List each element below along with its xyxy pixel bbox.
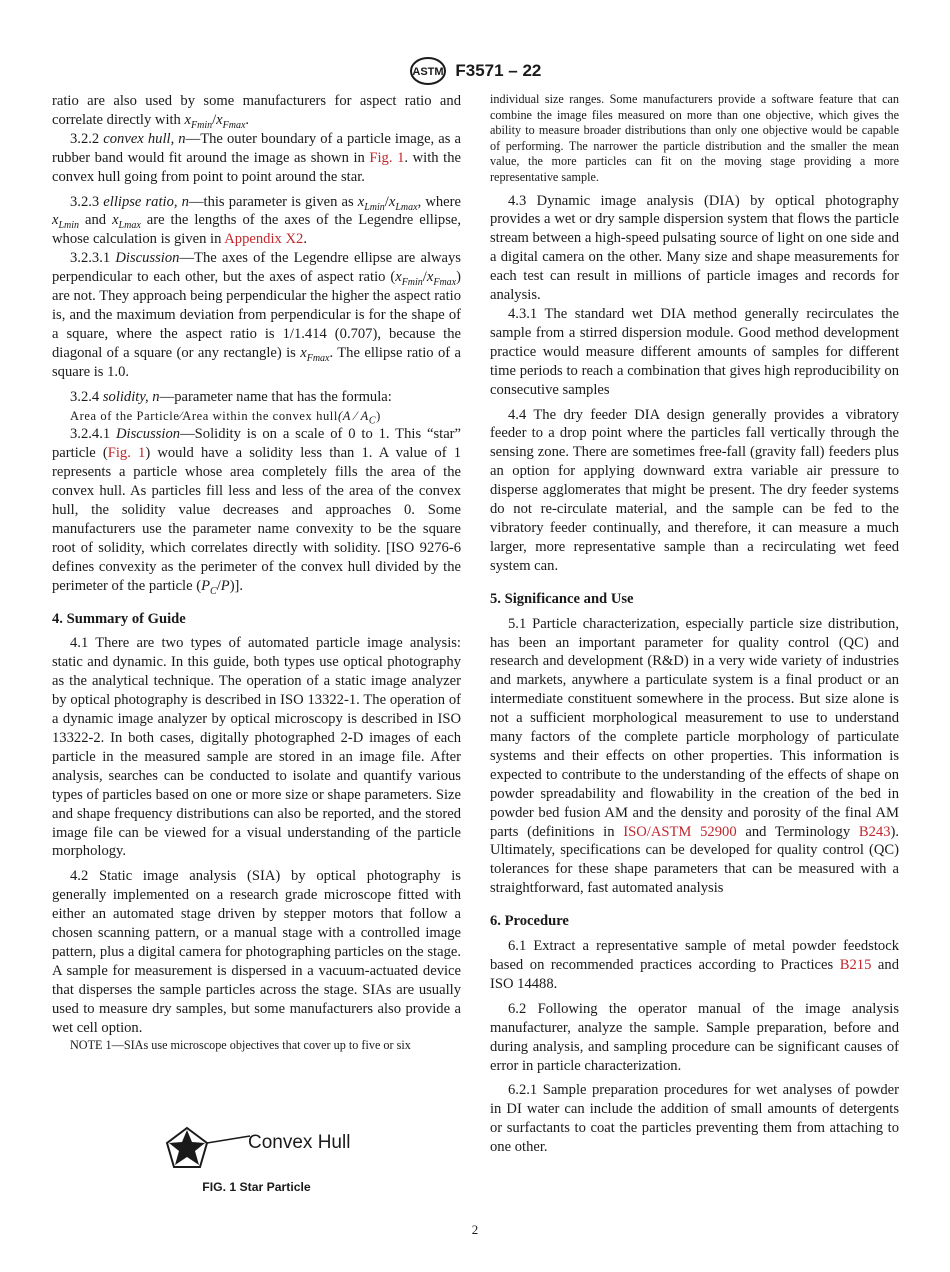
figure-1 xyxy=(52,1124,461,1204)
figure-caption: FIG. 1 Star Particle xyxy=(202,1180,311,1194)
paragraph-6-2: 6.2 Following the operator manual of the image analysis manufacturer, analyze the sample. Sample preparation, before and during analysis, and sampling procedure can be significant causes of error in particle characterization. xyxy=(490,1000,899,1074)
document-designation: F3571 – 22 xyxy=(455,61,542,80)
astm-logo-icon xyxy=(409,56,447,86)
convex-hull-label: Convex Hull xyxy=(248,1132,351,1153)
paragraph-3-2-4-1: 3.2.4.1 Discussion—Solidity is on a scale of 0 to 1. This “star” particle (Fig. 1) would have a solidity less than 1. A value of 1 represents a particle whose area completely fills the area of the convex hull. As particles fill less and less of the area of the convex hull, the solidity value decreases and approaches 0. Some manufacturers use the parameter name convexity to be the square root of solidity, which correlates directly with solidity. [ISO 9276-6 defines convexity as the perimeter of the convex hull divided by the perimeter of the particle $(P_C/P)$]. xyxy=(52,426,462,597)
section-6-heading: 6. Procedure xyxy=(490,913,569,930)
paragraph-6-2-1: 6.2.1 Sample preparation procedures for wet analyses of powder in DI water can include the addition of small amounts of detergents or surfactants to coat the particles preventing them from attaching to one other. xyxy=(490,1082,899,1156)
page-number: 2 xyxy=(471,1222,479,1237)
paragraph-4-4: 4.4 The dry feeder DIA design generally provides a vibratory feeder to a drop point where the particles fall vertically through the sensing zone. There are sometimes free-fall (gravity fall) feeders plus an option for applying downward extra variable air pressure to disperse agglomerates that might be present. The dry feeder systems do not re-circulate material, and the sample can be fed to the vibratory feeder continually, and therefore, it can measure a much larger, more representative sample than a recirculating wet feed system can. xyxy=(490,406,899,574)
fig-1-link-2[interactable]: Fig. 1 xyxy=(107,445,146,462)
right-column xyxy=(490,92,899,1157)
paragraph-3-2-2: 3.2.2 convex hull, n—The outer boundary of a particle image, as a rubber band would fit around the image as shown in Fig. 1. with the convex hull going from point to point around the star. xyxy=(52,130,461,185)
section-4-heading: 4. Summary of Guide xyxy=(52,610,186,627)
svg-text:ASTM: ASTM xyxy=(412,66,444,78)
appendix-x2-link[interactable]: Appendix X2 xyxy=(224,231,304,248)
section-5-heading: 5. Significance and Use xyxy=(490,590,634,607)
paragraph-3-2-3: 3.2.3 ellipse ratio, n—this parameter is given as $x_{Lmin}/x_{Lmax}$, where $x_{Lmin}$ and $x_{Lmax}$ are the lengths of the axes of the Legendre ellipse, whose calculation is given in Appendix X2. xyxy=(52,193,461,248)
paragraph-5-1: 5.1 Particle characterization, especially particle size distribution, has been an important parameter for quality control (QC) and research and development (R&D) in a very wide variety of industries and markets, anywhere a particulate system is a final product or an intermediate constituent somewhere in the process. But size alone is not a sufficient morphological measurement to use to understand many factors of the complete particle morphology of particulate systems and their effects on other properties. This information is expected to contribute to the understanding of the effects of shape on powder spreadability and flowability in the creation of the bed in powder bed fusion AM and the density and porosity of the final AM parts (definitions in ISO/ASTM 52900 and Terminology B243). Ultimately, specifications can be developed for quality control (QC) tolerances for these shape parameters that can be measured with a straightforward, fast automated analysis xyxy=(490,615,900,897)
paragraph-3-2-3-1: 3.2.3.1 Discussion—The axes of the Legendre ellipse are always perpendicular to each other, but the axes of aspect ratio $(x_{Fmin}/x_{Fmax})$ are not. They approach being perpendicular the higher the aspect ratio is, and the maximum deviation from perpendicular is for the shape of a square, where the aspect ratio is 1/1.414 (0.707), because the diagonal of a square (or any rectangle) is $x_{Fmax}$. The ellipse ratio of a square is 1.0. xyxy=(52,250,461,380)
note-1: NOTE 1—SIAs use microscope objectives that cover up to five or six xyxy=(70,1037,411,1052)
page-header xyxy=(0,56,950,86)
note-1-continued: individual size ranges. Some manufacturers provide a software feature that can combine the image files measured on more than one objective, which gives the ability to measure broader distributions than only one objective would be capable of performing. The narrower the particle distribution and the smaller the mean value, the more particles can fit on the moving stage providing a more representative sample. xyxy=(490,92,899,184)
paragraph-aspect-ratio-cont: ratio are also used by some manufacturers for aspect ratio and correlate directly with $x_{Fmin}/x_{Fmax}$. xyxy=(52,93,461,131)
fig-1-link[interactable]: Fig. 1 xyxy=(369,149,405,166)
solidity-formula: Area of the Particle⁄Area within the convex hull(A ⁄ $A_C$) xyxy=(70,408,381,426)
iso-astm-52900-link[interactable]: ISO/ASTM 52900 xyxy=(623,823,737,840)
b243-link[interactable]: B243 xyxy=(858,823,891,840)
paragraph-4-3: 4.3 Dynamic image analysis (DIA) by optical photography provides a wet or dry sample dispersion system that flows the particle stream between a high-speed pulsating source of light on one side and a digital camera on the other. Many size and shape measurements for each test can result in millions of particle images and records for analysis. xyxy=(490,192,899,304)
left-column xyxy=(52,92,461,1053)
paragraph-6-1: 6.1 Extract a representative sample of metal powder feedstock based on recommended practices according to Practices B215 and ISO 14488. xyxy=(490,938,899,992)
paragraph-4-3-1: 4.3.1 The standard wet DIA method generally recirculates the sample from a stirred dispersion module. Good method development practice would measure different amounts of samples for different time periods to reach a combination that gives high reproducibility on consecutive samples xyxy=(490,306,899,398)
paragraph-4-2: 4.2 Static image analysis (SIA) by optical photography is generally implemented on a research grade microscope fitted with either an automated stage driven by stepper motors that follow a chosen scanning pattern, or a manual stage with a controlled image pattern, plus a digital camera for photographing particles on the stage. A sample for measurement is dispersed in a vacuum-actuated device that disperses the sample particles across the stage. SIAs are usually used to measure dry samples, but some manufacturers also provide a wet cell option. xyxy=(52,868,461,1036)
paragraph-3-2-4: 3.2.4 solidity, n—parameter name that has the formula: xyxy=(70,388,392,405)
paragraph-4-1: 4.1 There are two types of automated particle image analysis: static and dynamic. In this guide, both types use optical photography as the analytical technique. The operation of a static image analyzer by optical photography is described in ISO 13322-1. The operation of a dynamic image analyzer by optical microscopy is described in ISO 13322-2. In both cases, digitally photographed 2-D images of each particle in the measured sample are stored in an image file. After analysis, searches can be conducted to isolate and quantify various types of particles based on one or more size or shape parameters. Size and shape frequency distributions can also be reported, and the stored image file can be viewed for a visual understanding of the particle morphology. xyxy=(52,635,461,860)
star-particle-icon xyxy=(162,1124,252,1174)
b215-link[interactable]: B215 xyxy=(839,957,872,973)
